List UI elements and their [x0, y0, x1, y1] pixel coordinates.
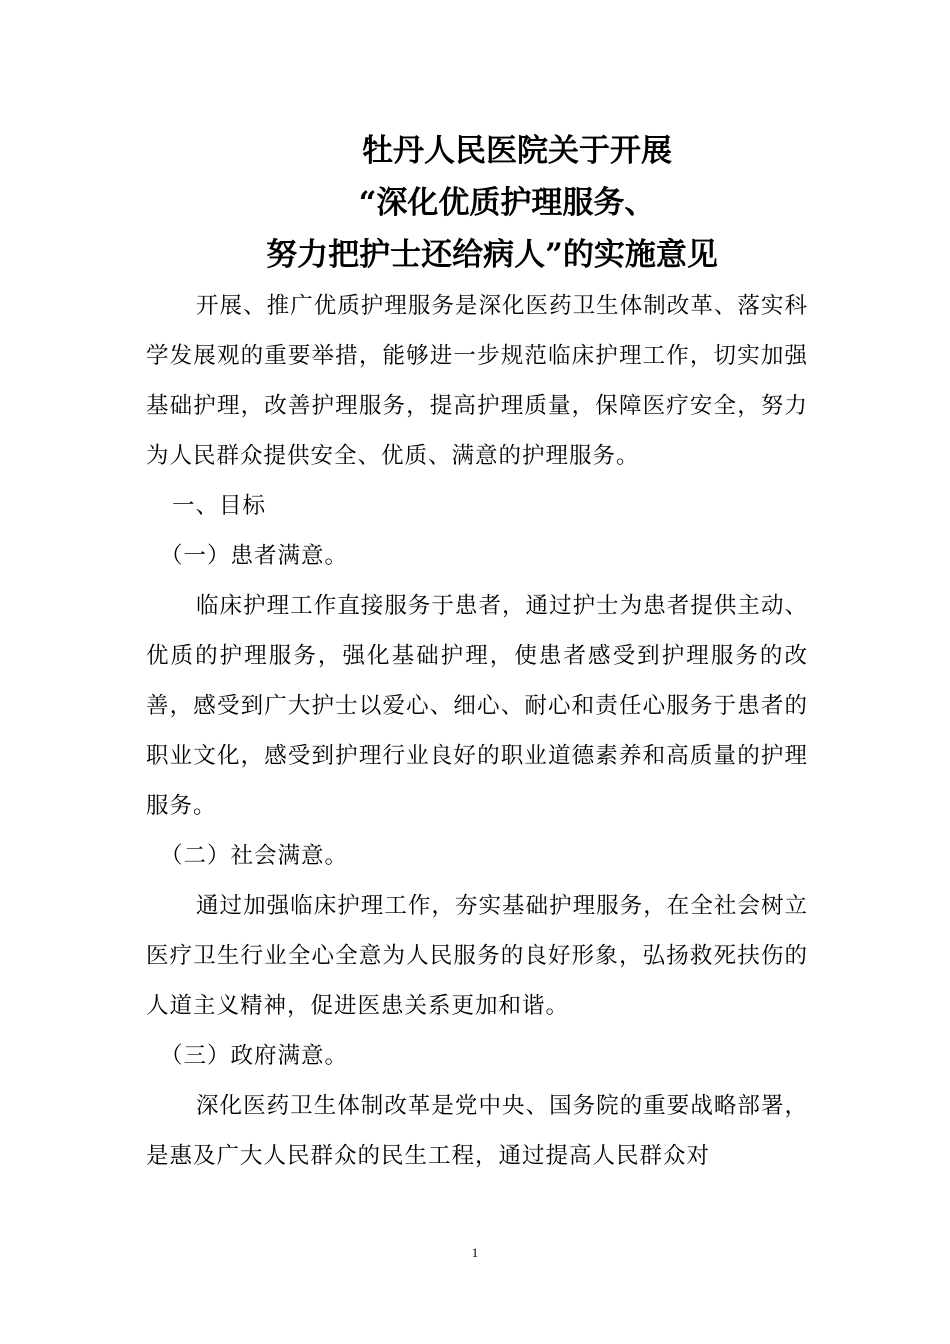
subheading-government-satisfaction: （三）政府满意。: [160, 1043, 349, 1069]
document-body: [146, 125, 808, 1181]
subheading-patient-satisfaction: （一）患者满意。: [160, 543, 349, 569]
paragraph-patient-satisfaction: 临床护理工作直接服务于患者，通过护士为患者提供主动、优质的护理服务，强化基础护理，使患者感受到护理服务的改善，感受到广大护士以爱心、细心、耐心和责任心服务于患者的职业文化，感受到护理行业良好的职业道德素养和高质量的护理服务。: [146, 593, 808, 819]
subheading-social-satisfaction: （二）社会满意。: [160, 843, 349, 869]
section-heading-goals: 一、目标: [172, 493, 267, 519]
title-line-1: 牡丹人民医院关于开展: [362, 133, 672, 169]
intro-paragraph: 开展、推广优质护理服务是深化医药卫生体制改革、落实科学发展观的重要举措，能够进一步规范临床护理工作，切实加强基础护理，改善护理服务，提高护理质量，保障医疗安全，努力为人民群众提供安全、优质、满意的护理服务。: [146, 293, 808, 469]
title-line-2: “深化优质护理服务、: [358, 185, 656, 221]
paragraph-social-satisfaction: 通过加强临床护理工作，夯实基础护理服务，在全社会树立医疗卫生行业全心全意为人民服务的良好形象，弘扬救死扶伤的人道主义精神，促进医患关系更加和谐。: [146, 893, 808, 1019]
page-number: 1: [471, 1245, 479, 1260]
paragraph-government-satisfaction: 深化医药卫生体制改革是党中央、国务院的重要战略部署，是惠及广大人民群众的民生工程，通过提高人民群众对: [146, 1093, 808, 1169]
title-line-3: 努力把护士还给病人”的实施意见: [266, 237, 718, 273]
